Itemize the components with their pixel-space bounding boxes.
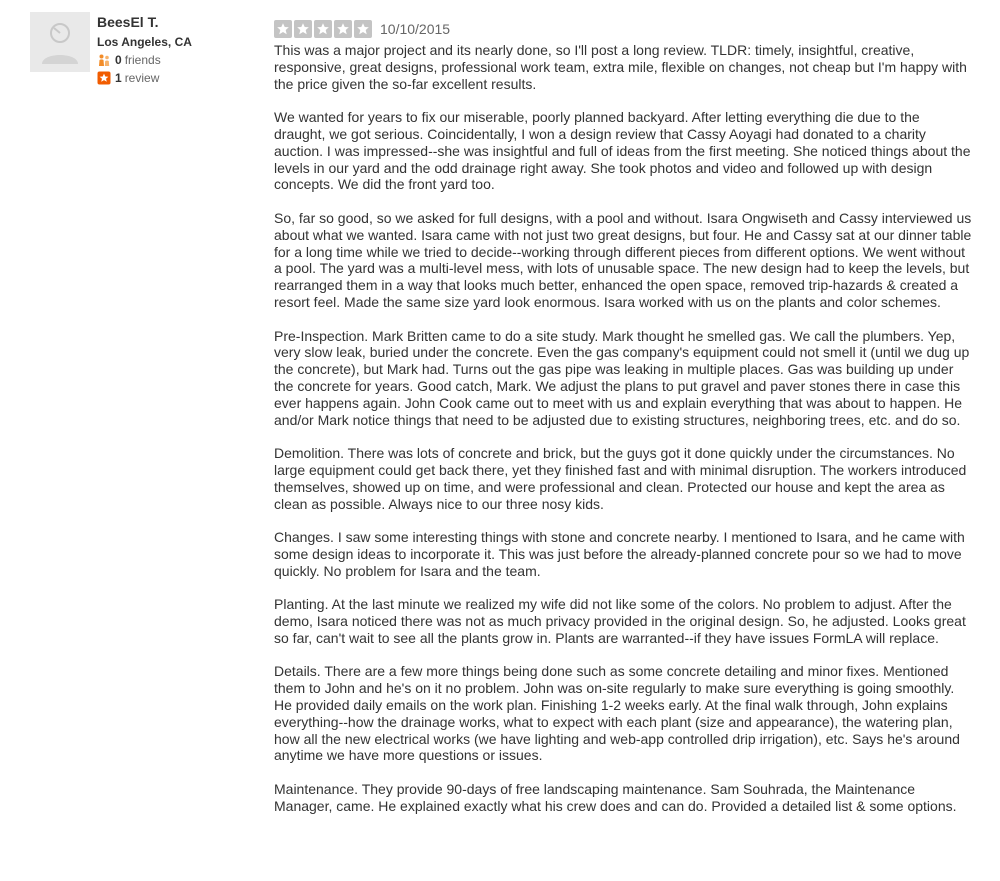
friends-label: friends [124,53,161,67]
review-paragraph: We wanted for years to fix our miserable, poorly planned backyard. After letting everything die due to the draught, we got serious. Coincidentally, I won a design review that Cassy Aoyagi had donated to a charity auction. I was impressed--she was insightful and full of ideas from the first meeting. She noticed things about the levels in our yard and the odd drainage right away. She took photos and video and followed up with design concepts. We did the front yard too. [274,109,971,193]
star-icon [334,20,352,38]
star-icon [314,20,332,38]
star-icon [294,20,312,38]
rating-row [274,20,974,38]
review-paragraph: Details. There are a few more things being done such as some concrete detailing and minor fixes. Mentioned them to John and he's on it no problem. John was on-site regularly to make sure everything is going smoothly. He provided daily emails on the work plan. Finishing 1-2 weeks early. At the final walk through, John explains everything--how the drainage works, what to expect with each plant (size and appearance), the watering plan, how all the new electrical works (we have lighting and web-app controlled drip irrigation), etc. Says he's around anytime we have more questions or issues. [274,663,960,764]
review-paragraph: Pre-Inspection. Mark Britten came to do a site study. Mark thought he smelled gas. We call the plumbers. Yep, very slow leak, buried under the concrete. Even the gas company's equipment could not smell it (until we dug up the concrete), but Mark had. Turns out the gas pipe was leaking in multiple places. Gas was building up under the concrete for years. Good catch, Mark. We adjust the plans to put gravel and paver stones there in case this ever happens again. John Cook came out to meet with us and explain everything that was about to happen. He and/or Mark notice things that need to be adjusted due to existing structures, neighboring trees, etc. and do so. [274,327,970,428]
review-paragraph: Maintenance. They provide 90-days of free landscaping maintenance. Sam Souhrada, the Maintenance Manager, came. He explained exactly what his crew does and can do. Provided a detailed list & some options. [274,781,957,814]
friends-icon [97,53,111,67]
review-paragraph: This was a major project and its nearly done, so I'll post a long review. TLDR: timely, insightful, creative, responsive, great designs, professional work team, extra mile, flexible on changes, not cheap but I'm happy with the price given the so-far excellent results. [274,42,967,92]
friends-count-value: 0 [115,53,122,67]
review-label: review [124,71,160,85]
review-text [274,42,974,815]
review-paragraph: Demolition. There was lots of concrete and brick, but the guys got it done quickly under the circumstances. No large equipment could get back there, yet they finished fast and with minimal disruption. The workers introduced themselves, showed up on time, and were professional and clean. Protected our house and kept the area as clean as possible. Always nice to our three nosy kids. [274,445,967,512]
review-paragraph: So, far so good, so we asked for full designs, with a pool and without. Isara Ongwiseth and Cassy interviewed us about what we wanted. Isara came with not just two great designs, but four. He and Cassy sat at our dinner table for a long time while we tried to decide--working through different pieces from different options. We went without a pool. The yard was a multi-level mess, with lots of unusable space. The new design had to keep the levels, but rearranged them in a way that looks much better, enhanced the open space, removed trip-hazards & created a resort feel. Made the same size yard look enormous. Isara worked with us on the plants and color schemes. [274,209,972,310]
user-info [97,12,257,87]
star-icon [354,20,372,38]
star-icon [274,20,292,38]
review-count [97,69,257,87]
friends-count [97,51,257,69]
user-name[interactable]: BeesEl T. [97,14,159,30]
review-date: 10/10/2015 [380,21,451,37]
star-rating [274,20,374,38]
avatar[interactable] [30,12,90,72]
user-location: Los Angeles, CA [97,35,192,49]
review-paragraph: Planting. At the last minute we realized my wife did not like some of the colors. No problem to adjust. After the demo, Isara noticed there was not as much privacy provided in the original design. So, he adjusted. Looks great so far, can't wait to see all the plants grow in. Plants are warranted--if they have issues FormLA will replace. [274,596,966,646]
review-count-value: 1 [115,71,122,85]
review-paragraph: Changes. I saw some interesting things with stone and concrete nearby. I mentioned to Isara, and he came with some design ideas to incorporate it. This was just before the already-planned concrete pour so we had to move quickly. No problem for Isara and the team. [274,529,965,579]
review-star-icon [97,71,111,85]
default-user-avatar-icon [30,12,90,72]
review-content [274,20,974,831]
